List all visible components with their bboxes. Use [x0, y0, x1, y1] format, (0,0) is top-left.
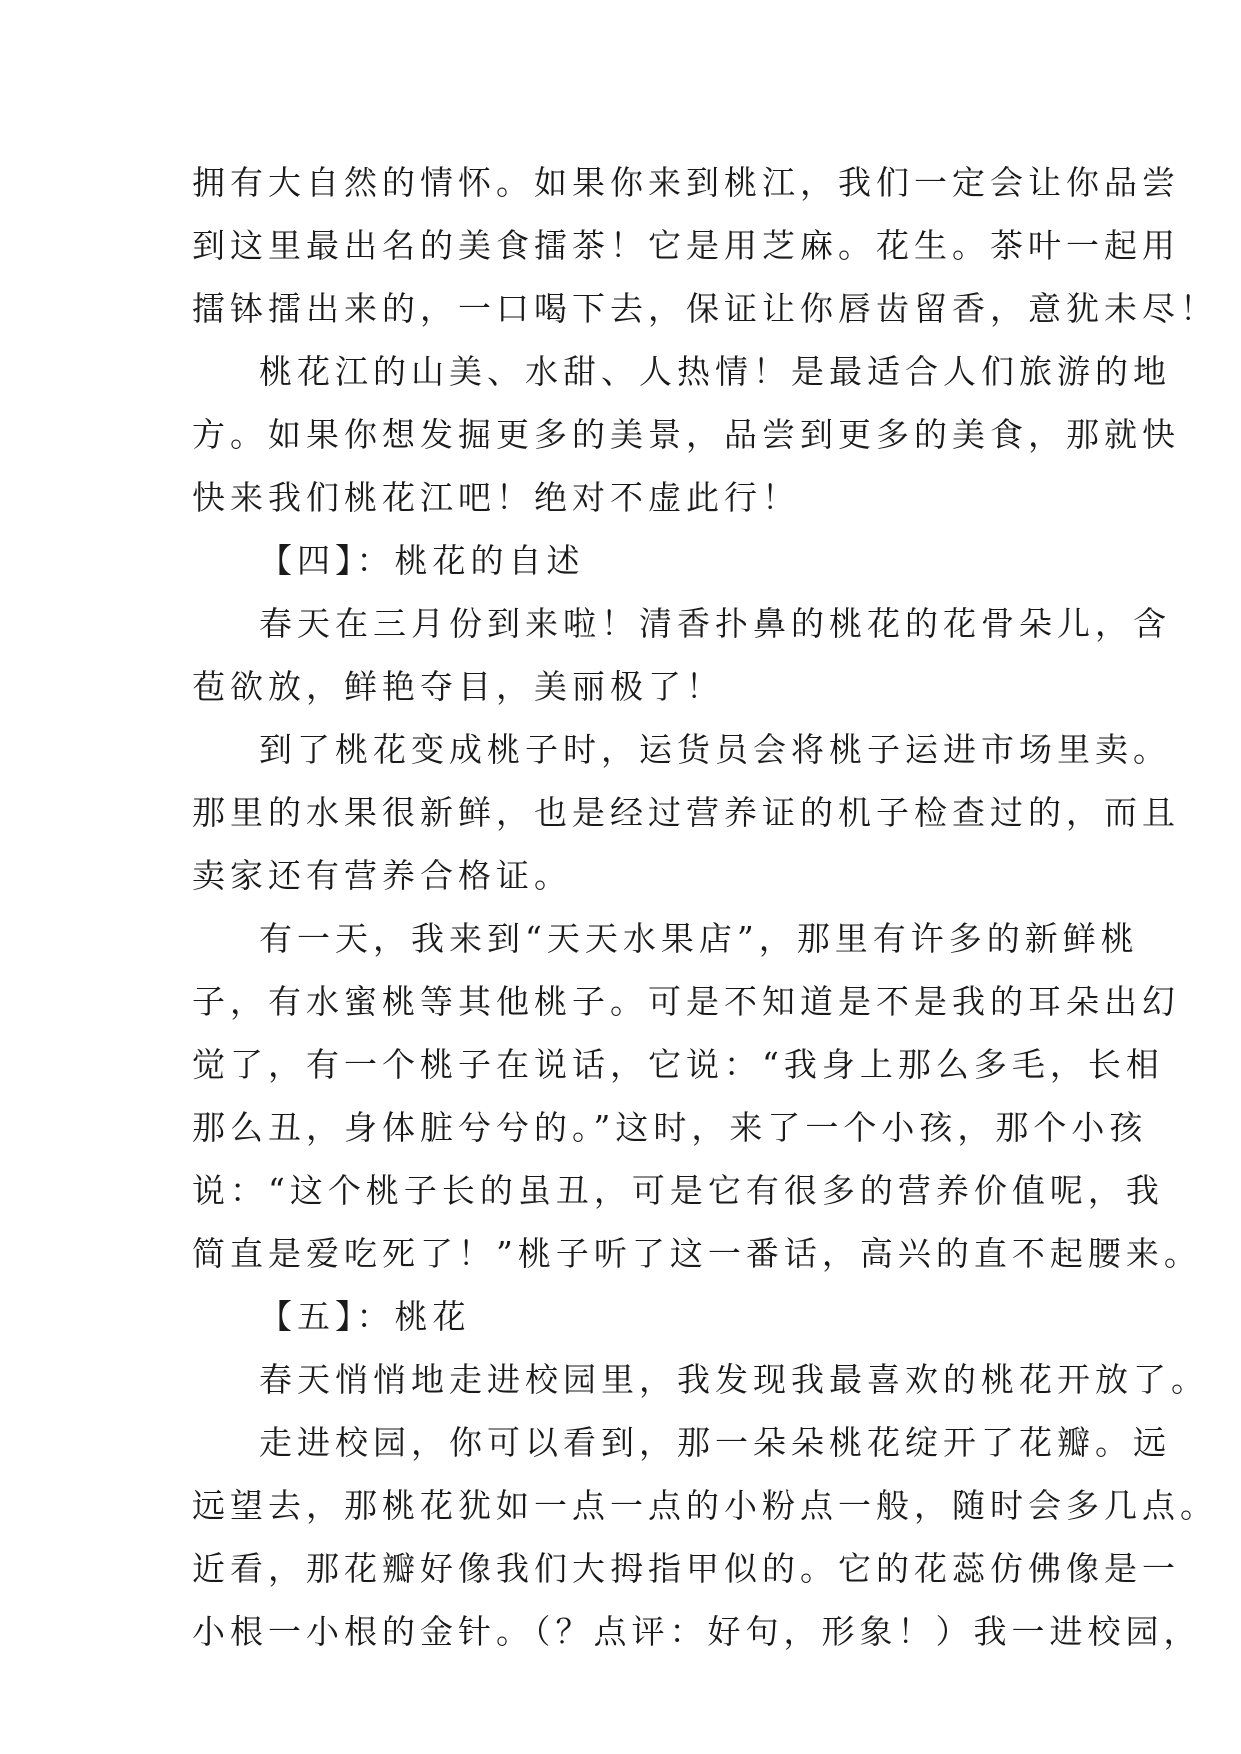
text-line: 子，有水蜜桃等其他桃子。可是不知道是不是我的耳朵出幻 [192, 982, 1180, 1021]
text-line: 拥有大自然的情怀。如果你来到桃江，我们一定会让你品尝 [192, 163, 1180, 202]
text-line: 【四】：桃花的自述 [259, 541, 585, 580]
text-line: 【五】：桃花 [259, 1297, 471, 1336]
text-line: 快来我们桃花江吧！绝对不虚此行！ [192, 478, 800, 517]
text-line: 走进校园，你可以看到，那一朵朵桃花绽开了花瓣。远 [259, 1423, 1171, 1462]
text-line: 苞欲放，鲜艳夺目，美丽极了！ [192, 667, 724, 706]
text-line: 擂钵擂出来的，一口喝下去，保证让你唇齿留香，意犹未尽！ [192, 289, 1218, 328]
text-line: 有一天，我来到“天天水果店”，那里有许多的新鲜桃 [259, 919, 1139, 958]
text-line: 远望去，那桃花犹如一点一点的小粉点一般，随时会多几点。 [192, 1486, 1218, 1525]
text-line: 小根一小根的金针。（？点评：好句，形象！）我一进校园， [192, 1612, 1202, 1651]
text-line: 那么丑，身体脏兮兮的。”这时，来了一个小孩，那个小孩 [192, 1108, 1148, 1147]
text-line: 那里的水果很新鲜，也是经过营养证的机子检查过的，而且 [192, 793, 1180, 832]
text-line: 觉了，有一个桃子在说话，它说：“我身上那么多毛，长相 [192, 1045, 1164, 1084]
text-line: 春天在三月份到来啦！清香扑鼻的桃花的花骨朵儿，含 [259, 604, 1171, 643]
text-line: 近看，那花瓣好像我们大拇指甲似的。它的花蕊仿佛像是一 [192, 1549, 1180, 1588]
text-line: 到了桃花变成桃子时，运货员会将桃子运进市场里卖。 [259, 730, 1171, 769]
text-line: 说：“这个桃子长的虽丑，可是它有很多的营养价值呢，我 [192, 1171, 1164, 1210]
text-line: 到这里最出名的美食擂茶！它是用芝麻。花生。茶叶一起用 [192, 226, 1180, 265]
text-line: 方。如果你想发掘更多的美景，品尝到更多的美食，那就快 [192, 415, 1180, 454]
text-line: 卖家还有营养合格证。 [192, 856, 572, 895]
text-line: 简直是爱吃死了！”桃子听了这一番话，高兴的直不起腰来。 [192, 1234, 1202, 1273]
text-line: 桃花江的山美、水甜、人热情！是最适合人们旅游的地 [259, 352, 1171, 391]
text-line: 春天悄悄地走进校园里，我发现我最喜欢的桃花开放了。 [259, 1360, 1209, 1399]
document-body [192, 151, 1218, 1663]
